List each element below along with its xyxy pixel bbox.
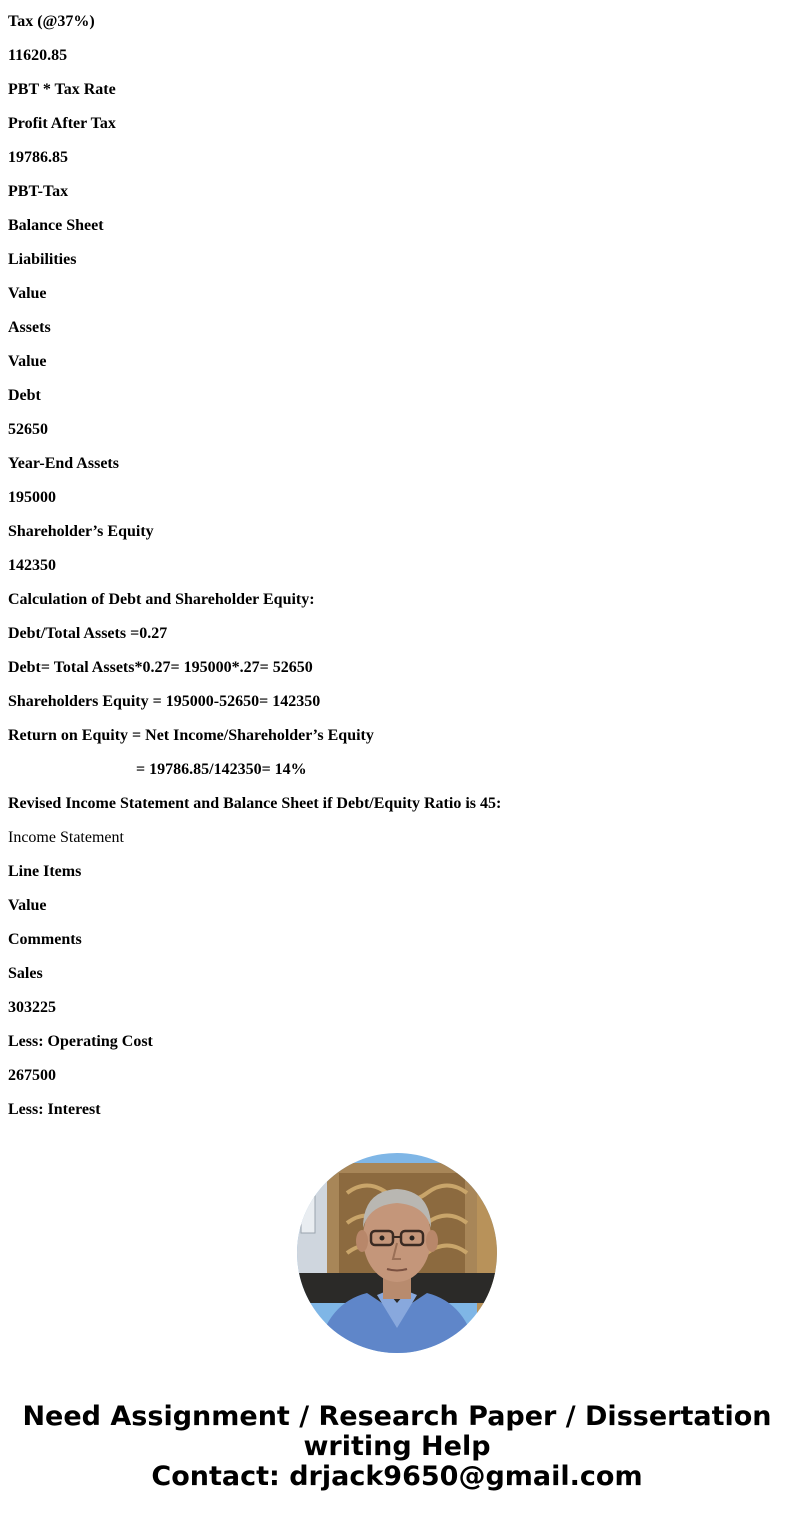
document-body	[8, 10, 788, 1132]
text-line: Debt/Total Assets =0.27	[8, 625, 168, 642]
text-line: Sales	[8, 965, 43, 982]
text-line: 303225	[8, 999, 56, 1016]
text-line: Shareholder’s Equity	[8, 523, 154, 540]
text-line: Comments	[8, 931, 82, 948]
text-line: Liabilities	[8, 251, 77, 268]
text-line: 142350	[8, 557, 56, 574]
text-line: Value	[8, 897, 47, 914]
text-line: Less: Operating Cost	[8, 1033, 153, 1050]
text-line: Less: Interest	[8, 1101, 101, 1118]
contact-email[interactable]: Contact: drjack9650@gmail.com	[151, 1461, 643, 1492]
text-line: 52650	[8, 421, 48, 438]
text-line: 11620.85	[8, 47, 68, 64]
text-line: Balance Sheet	[8, 217, 104, 234]
cta-headline-line1: Need Assignment / Research Paper / Dissertation	[22, 1401, 772, 1432]
text-line: 19786.85	[8, 149, 68, 166]
text-line: Value	[8, 285, 47, 302]
text-line: Revised Income Statement and Balance Sheet if Debt/Equity Ratio is 45:	[8, 795, 502, 812]
text-line: Debt	[8, 387, 41, 404]
text-line: Calculation of Debt and Shareholder Equity:	[8, 591, 315, 608]
contact-banner	[0, 1402, 794, 1492]
text-line: PBT-Tax	[8, 183, 69, 200]
text-line: Value	[8, 353, 47, 370]
text-line: 267500	[8, 1067, 56, 1084]
text-line: 195000	[8, 489, 56, 506]
text-line: Profit After Tax	[8, 115, 116, 132]
text-line: Debt= Total Assets*0.27= 195000*.27= 52650	[8, 659, 313, 676]
text-line: Tax (@37%)	[8, 13, 95, 30]
text-line: Shareholders Equity = 195000-52650= 142350	[8, 693, 321, 710]
author-photo	[297, 1153, 497, 1353]
text-line: Line Items	[8, 863, 82, 880]
text-line: PBT * Tax Rate	[8, 81, 116, 98]
text-line: = 19786.85/142350= 14%	[136, 761, 307, 778]
text-line: Income Statement	[8, 829, 124, 846]
text-line: Assets	[8, 319, 51, 336]
text-line: Return on Equity = Net Income/Shareholder’s Equity	[8, 727, 374, 744]
text-line: Year-End Assets	[8, 455, 119, 472]
cta-headline-line2: writing Help	[303, 1431, 491, 1462]
